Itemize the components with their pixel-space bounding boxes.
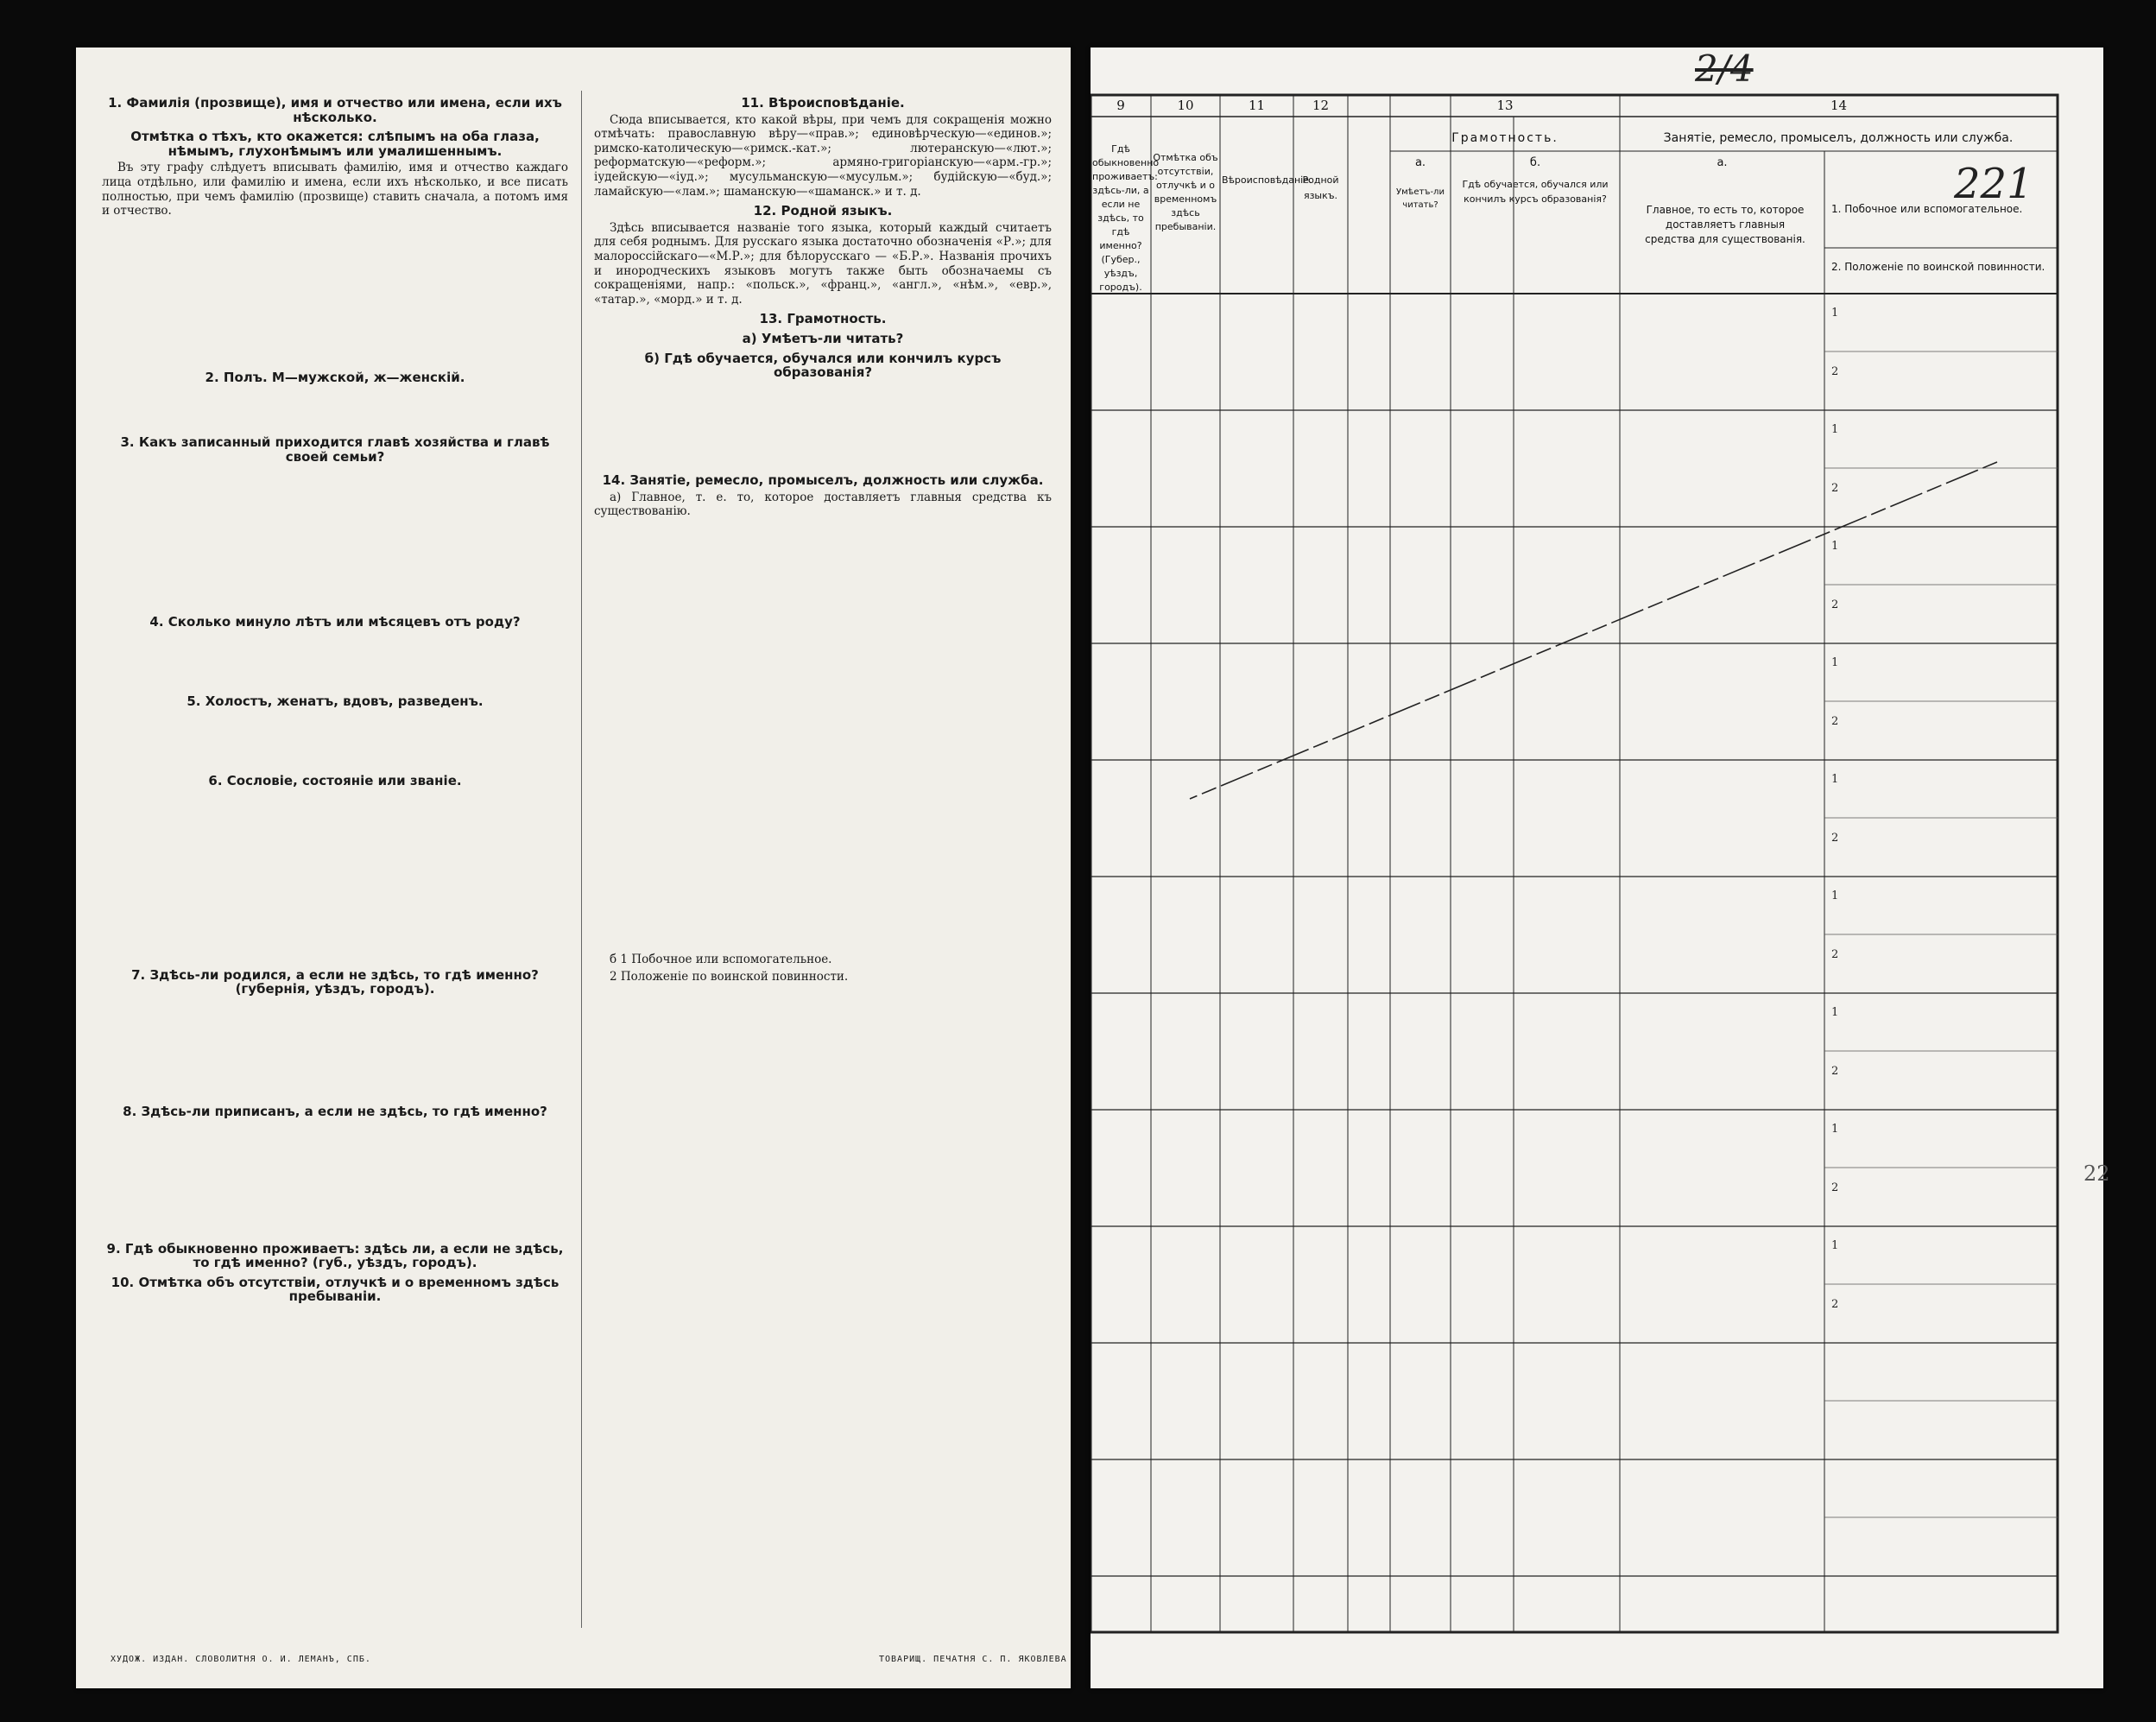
section-heading: 13. Грамотность. bbox=[759, 311, 887, 327]
section-text: Здѣсь вписывается названіе того языка, который каждый считаетъ для себя роднымъ. Для русскаго языка достаточно обозначенія «Р.»; для малороссійскаго—«М.Р.»; для бѣлорусскаго — «Б.Р.». Названія прочихъ и инородческихъ языковъ могутъ также быть обозначаемы съ сокращеніями, напр.: «польск.», «франц.», «англ.», «нѣм.», «евр.», «татар.», «морд.» и т. д. bbox=[594, 220, 1052, 307]
handwritten-page-number: 221 bbox=[1954, 160, 2033, 208]
literacy-b-header: Гдѣ обучается, обучался или кончилъ курсъ образованія? bbox=[1462, 179, 1609, 205]
row-mark: 1 bbox=[1831, 540, 1839, 553]
literacy-sub-b: б. bbox=[1529, 156, 1541, 169]
section-heading: 4. Сколько минуло лѣтъ или мѣсяцевъ отъ роду? bbox=[149, 614, 521, 630]
row-mark: 1 bbox=[1831, 1006, 1839, 1019]
section-heading: 1. Фамилія (прозвище), имя и отчество или имена, если ихъ нѣсколько. bbox=[108, 95, 562, 125]
section-heading: 7. Здѣсь-ли родился, а если не здѣсь, то гдѣ именно? (губернія, уѣздъ, городъ). bbox=[131, 966, 539, 997]
col-10-number: 10 bbox=[1177, 98, 1194, 113]
section-heading: 6. Сословіе, состояніе или званіе. bbox=[208, 773, 462, 789]
section-heading: 3. Какъ записанный приходится главѣ хозяйства и главѣ своей семьи? bbox=[120, 434, 550, 465]
body-text-block bbox=[102, 222, 568, 365]
row-mark: 2 bbox=[1831, 482, 1839, 495]
section-heading: 2. Полъ. М—мужской, ж—женскій. bbox=[205, 369, 465, 385]
census-table-grid bbox=[1091, 47, 2103, 1688]
row-mark: 2 bbox=[1831, 1298, 1839, 1311]
margin-number: 22 bbox=[2083, 1162, 2110, 1186]
row-mark: 2 bbox=[1831, 598, 1839, 611]
section-heading: 11. Вѣроисповѣданіе. bbox=[741, 95, 905, 111]
printer-imprint-right: ТОВАРИЩ. ПЕЧАТНЯ С. П. ЯКОВЛЕВА bbox=[879, 1655, 1067, 1664]
instructions-column-1 bbox=[102, 91, 568, 1628]
occupation-b2-header: 2. Положеніе по воинской повинности. bbox=[1831, 261, 2045, 273]
right-census-form-page bbox=[1091, 47, 2110, 1688]
col-14-header: Занятіе, ремесло, промыселъ, должность или служба. bbox=[1663, 131, 2014, 145]
occupation-b1-header: 1. Побочное или вспомогательное. bbox=[1831, 203, 2023, 215]
col-12-number: 12 bbox=[1312, 98, 1330, 113]
section-text: Сюда вписывается, кто какой вѣры, при чемъ для сокращенія можно отмѣчать: православную вѣру—«прав.»; единовѣрческую—«единов.»; римско-католическую—«римск.-кат.»; лютеранскую—«лют.»; реформатскую—«реформ.»; армяно-григоріанскую—«арм.-гр.»; іудейскую—«іуд.»; мусульманскую—«мусульм.»; будійскую—«буд.»; ламайскую—«лам.»; шаманскую—«шаманск.» и т. д. bbox=[594, 112, 1052, 199]
column-divider bbox=[581, 91, 582, 1628]
section-heading: 5. Холостъ, женатъ, вдовъ, разведенъ. bbox=[187, 693, 484, 710]
row-mark: 1 bbox=[1831, 773, 1839, 786]
section-heading: 10. Отмѣтка объ отсутствіи, отлучкѣ и о временномъ здѣсь пребываніи. bbox=[111, 1274, 560, 1305]
occupation-sub-a: а. bbox=[1717, 156, 1728, 169]
section-text: б 1 Побочное или вспомогательное. bbox=[610, 952, 832, 966]
section-heading: Отмѣтка о тѣхъ, кто окажется: слѣпымъ на оба глаза, нѣмымъ, глухонѣмымъ или умалишеннымъ. bbox=[130, 129, 540, 159]
left-instruction-page bbox=[76, 47, 1071, 1688]
col-13-number: 13 bbox=[1496, 98, 1514, 113]
section-heading: 14. Занятіе, ремесло, промыселъ, должность или служба. bbox=[602, 472, 1044, 489]
section-text: а) Главное, т. е. то, которое доставляетъ главныя средства къ существованію. bbox=[594, 490, 1052, 519]
row-mark: 1 bbox=[1831, 656, 1839, 669]
col-11-number: 11 bbox=[1248, 98, 1266, 113]
section-heading: 8. Здѣсь-ли приписанъ, а если не здѣсь, то гдѣ именно? bbox=[123, 1104, 547, 1120]
row-mark: 2 bbox=[1831, 948, 1839, 961]
col-14-number: 14 bbox=[1830, 98, 1848, 113]
col-10-header: Отмѣтка объ отсутствіи, отлучкѣ и о временномъ здѣсь пребываніи. bbox=[1153, 152, 1218, 232]
col-9-header: Гдѣ обыкновенно проживаетъ: здѣсь-ли, а если не здѣсь, то гдѣ именно? (Губер., уѣздъ, городъ). bbox=[1092, 143, 1160, 293]
section-text: 2 Положеніе по воинской повинности. bbox=[610, 970, 849, 984]
row-mark: 2 bbox=[1831, 1065, 1839, 1078]
row-mark: 2 bbox=[1831, 832, 1839, 845]
section-text: Въ эту графу слѣдуетъ вписывать фамилію, имя и отчество каждаго лица отдѣльно, или фамилію и имена, если ихъ нѣсколько, и все писать полностью, при чемъ фамилію (прозвище) ставить сначала, а потомъ имя и отчество. bbox=[102, 161, 568, 218]
row-mark: 1 bbox=[1831, 1123, 1839, 1136]
section-heading: 9. Гдѣ обыкновенно проживаетъ: здѣсь ли, а если не здѣсь, то гдѣ именно? (губ., уѣздъ, городъ). bbox=[106, 1240, 564, 1271]
col-9-number: 9 bbox=[1116, 98, 1125, 113]
section-heading: б) Гдѣ обучается, обучался или кончилъ курсъ образованія? bbox=[644, 350, 1002, 381]
literacy-a-header: Умѣетъ-ли читать? bbox=[1396, 187, 1445, 210]
occupation-main-header: Главное, то есть то, которое доставляетъ главныя средства для существованія. bbox=[1645, 204, 1805, 245]
row-mark: 1 bbox=[1831, 307, 1839, 320]
row-mark: 1 bbox=[1831, 889, 1839, 902]
row-mark: 2 bbox=[1831, 365, 1839, 378]
col-12-header: Родной языкъ. bbox=[1302, 174, 1339, 201]
col-11-header: Вѣроисповѣданіе. bbox=[1222, 174, 1312, 186]
row-mark: 2 bbox=[1831, 1181, 1839, 1194]
printer-imprint-left: ХУДОЖ. ИЗДАН. СЛОВОЛИТНЯ О. И. ЛЕМАНЪ, СПБ. bbox=[111, 1655, 371, 1664]
instructions-column-2 bbox=[594, 91, 1052, 1628]
col-13-header: Грамотность. bbox=[1451, 131, 1559, 145]
row-mark: 1 bbox=[1831, 1239, 1839, 1252]
row-mark: 1 bbox=[1831, 423, 1839, 436]
literacy-sub-a: а. bbox=[1414, 156, 1426, 169]
section-heading: 12. Родной языкъ. bbox=[753, 203, 893, 219]
crossed-page-number: 2/4 bbox=[1695, 47, 1754, 90]
section-heading: а) Умѣетъ-ли читать? bbox=[742, 330, 904, 346]
row-mark: 2 bbox=[1831, 715, 1839, 728]
